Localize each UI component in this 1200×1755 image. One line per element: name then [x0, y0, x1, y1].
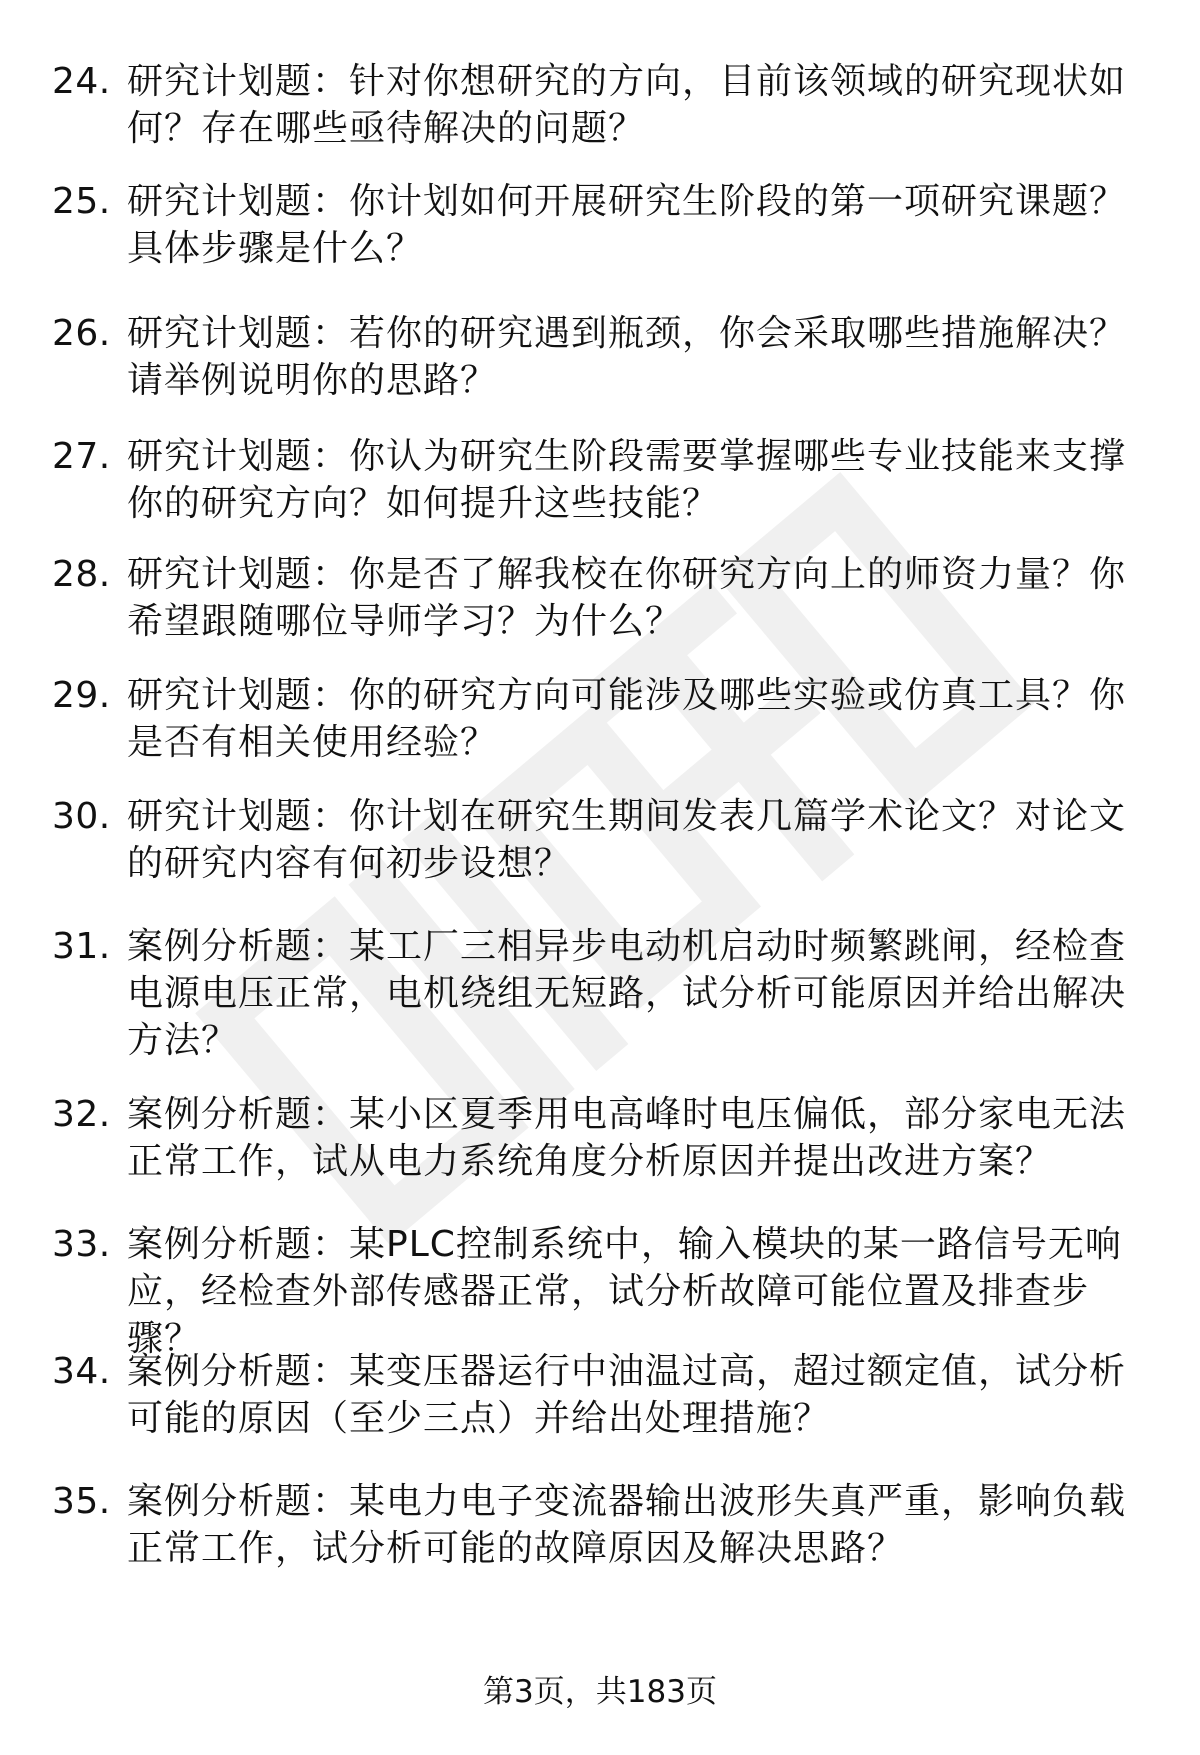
question-number: 31. — [52, 926, 111, 967]
question-item — [52, 58, 1142, 178]
question-text: 案例分析题：某变压器运行中油温过高，超过额定值，试分析可能的原因（至少三点）并给出处理措施？ — [127, 1351, 1127, 1439]
question-number: 34. — [52, 1351, 111, 1392]
question-item — [52, 551, 1142, 672]
question-text: 案例分析题：某工厂三相异步电动机启动时频繁跳闸，经检查电源电压正常，电机绕组无短路，试分析可能原因并给出解决方法？ — [127, 926, 1127, 1061]
question-text: 研究计划题：若你的研究遇到瓶颈，你会采取哪些措施解决？请举例说明你的思路？ — [127, 313, 1127, 401]
question-number: 29. — [52, 675, 111, 716]
question-item — [52, 433, 1142, 551]
question-number: 25. — [52, 181, 111, 222]
question-text: 研究计划题：你是否了解我校在你研究方向上的师资力量？你希望跟随哪位导师学习？为什么？ — [127, 554, 1127, 642]
question-item — [52, 310, 1142, 433]
question-number: 35. — [52, 1481, 111, 1522]
question-number: 26. — [52, 313, 111, 354]
page-indicator: 第3页，共183页 — [483, 1674, 717, 1710]
question-text: 研究计划题：针对你想研究的方向，目前该领域的研究现状如何？存在哪些亟待解决的问题？ — [127, 61, 1127, 149]
question-text: 研究计划题：你认为研究生阶段需要掌握哪些专业技能来支撑你的研究方向？如何提升这些技能？ — [127, 436, 1127, 524]
question-text: 案例分析题：某PLC控制系统中，输入模块的某一路信号无响应，经检查外部传感器正常，试分析故障可能位置及排查步骤？ — [127, 1224, 1122, 1359]
question-item — [52, 178, 1142, 310]
question-item — [52, 1221, 1142, 1359]
question-item — [52, 793, 1142, 923]
question-item — [52, 1348, 1142, 1478]
question-number: 27. — [52, 436, 111, 477]
question-item — [52, 1478, 1142, 1588]
question-item — [52, 923, 1142, 1091]
question-text: 案例分析题：某电力电子变流器输出波形失真严重，影响负载正常工作，试分析可能的故障原因及解决思路？ — [127, 1481, 1127, 1569]
question-number: 24. — [52, 61, 111, 102]
question-list — [52, 58, 1142, 1588]
question-item — [52, 672, 1142, 793]
question-text: 研究计划题：你计划在研究生期间发表几篇学术论文？对论文的研究内容有何初步设想？ — [127, 796, 1127, 884]
question-number: 28. — [52, 554, 111, 595]
question-text: 研究计划题：你的研究方向可能涉及哪些实验或仿真工具？你是否有相关使用经验？ — [127, 675, 1127, 763]
question-number: 33. — [52, 1224, 111, 1265]
question-number: 32. — [52, 1094, 111, 1135]
question-text: 研究计划题：你计划如何开展研究生阶段的第一项研究课题？具体步骤是什么？ — [127, 181, 1127, 269]
question-number: 30. — [52, 796, 111, 837]
question-item — [52, 1091, 1142, 1221]
question-text: 案例分析题：某小区夏季用电高峰时电压偏低，部分家电无法正常工作，试从电力系统角度分析原因并提出改进方案？ — [127, 1094, 1127, 1182]
